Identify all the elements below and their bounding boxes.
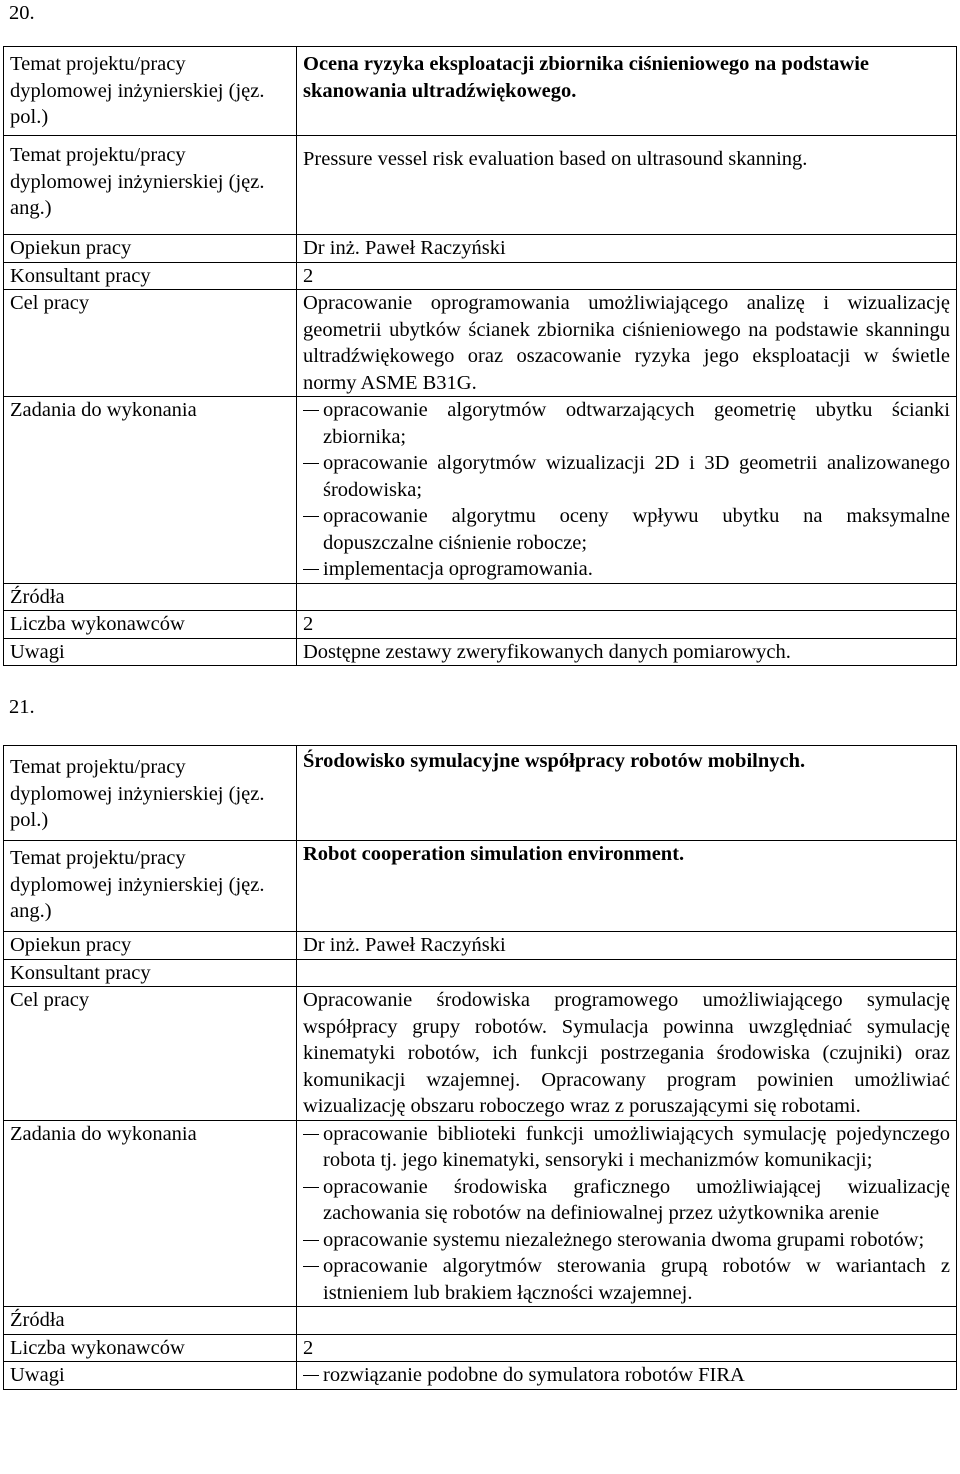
value-notes: Dostępne zestawy zweryfikowanych danych pomiarowych. bbox=[297, 638, 957, 666]
label-consultant: Konsultant pracy bbox=[4, 959, 297, 987]
value-title-en: Pressure vessel risk evaluation based on ultrasound skanning. bbox=[297, 136, 957, 235]
label-tasks: Zadania do wykonania bbox=[4, 397, 297, 584]
label-title-pl: Temat projektu/pracy dyplomowej inżynierskiej (jęz. pol.) bbox=[4, 746, 297, 841]
label-supervisor: Opiekun pracy bbox=[4, 235, 297, 263]
task-item: opracowanie algorytmów odtwarzających geometrię ubytku ścianki zbiornika; bbox=[311, 397, 950, 450]
notes-item: rozwiązanie podobne do symulatora robotów FIRA bbox=[311, 1362, 950, 1389]
value-title-pl: Środowisko symulacyjne współpracy robotów mobilnych. bbox=[297, 746, 957, 841]
row-consultant bbox=[4, 262, 957, 290]
value-consultant bbox=[297, 959, 957, 987]
row-title-pl bbox=[4, 47, 957, 136]
value-goal: Opracowanie oprogramowania umożliwiającego analizę i wizualizację geometrii ubytków ścianek zbiornika ciśnieniowego na podstawie skanningu ultradźwiękowego oraz oszacowanie ryzyka jego eksploatacji w świetle normy ASME B31G. bbox=[297, 290, 957, 397]
task-item: opracowanie biblioteki funkcji umożliwiających symulację pojedynczego robota tj. jego kinematyki, sensoryki i mechanizmów komunikacji; bbox=[311, 1121, 950, 1174]
value-supervisor: Dr inż. Paweł Raczyński bbox=[297, 932, 957, 960]
label-title-en: Temat projektu/pracy dyplomowej inżynierskiej (jęz. ang.) bbox=[4, 136, 297, 235]
row-goal bbox=[4, 290, 957, 397]
label-supervisor: Opiekun pracy bbox=[4, 932, 297, 960]
value-title-en: Robot cooperation simulation environment. bbox=[297, 841, 957, 932]
row-notes bbox=[4, 638, 957, 666]
task-list bbox=[311, 1121, 950, 1307]
row-supervisor bbox=[4, 932, 957, 960]
task-item: implementacja oprogramowania. bbox=[311, 556, 950, 583]
task-item: opracowanie środowiska graficznego umożliwiającej wizualizację zachowania się robotów na definiowalnej przez użytkownika arenie bbox=[311, 1174, 950, 1227]
label-title-en: Temat projektu/pracy dyplomowej inżynierskiej (jęz. ang.) bbox=[4, 841, 297, 932]
label-goal: Cel pracy bbox=[4, 290, 297, 397]
project-number: 21. bbox=[9, 696, 35, 718]
row-authors bbox=[4, 1334, 957, 1362]
row-notes bbox=[4, 1362, 957, 1390]
task-item: opracowanie systemu niezależnego sterowania dwoma grupami robotów; bbox=[311, 1227, 950, 1254]
row-tasks bbox=[4, 1120, 957, 1307]
row-authors bbox=[4, 611, 957, 639]
value-authors: 2 bbox=[297, 611, 957, 639]
label-notes: Uwagi bbox=[4, 1362, 297, 1390]
label-sources: Źródła bbox=[4, 583, 297, 611]
project-table bbox=[3, 745, 957, 1390]
task-item: opracowanie algorytmów wizualizacji 2D i 3D geometrii analizowanego środowiska; bbox=[311, 450, 950, 503]
label-notes: Uwagi bbox=[4, 638, 297, 666]
label-goal: Cel pracy bbox=[4, 987, 297, 1121]
task-item: opracowanie algorytmu oceny wpływu ubytku na maksymalne dopuszczalne ciśnienie robocze; bbox=[311, 503, 950, 556]
row-consultant bbox=[4, 959, 957, 987]
value-title-pl: Ocena ryzyka eksploatacji zbiornika ciśnieniowego na podstawie skanowania ultradźwiękowego. bbox=[297, 47, 957, 136]
value-sources bbox=[297, 1307, 957, 1335]
row-sources bbox=[4, 1307, 957, 1335]
value-goal: Opracowanie środowiska programowego umożliwiającego symulację współpracy grupy robotów. Symulacja powinna uwzględniać symulację kinematyki robotów, ich funkcji postrzegania środowiska (czujniki) oraz komunikacji wzajemnej. Opracowany program powinien umożliwiać wizualizację obszaru roboczego wraz z poruszającymi się robotami. bbox=[297, 987, 957, 1121]
task-item: opracowanie algorytmów sterowania grupą robotów w wariantach z istnieniem lub brakiem łączności wzajemnej. bbox=[311, 1253, 950, 1306]
value-supervisor: Dr inż. Paweł Raczyński bbox=[297, 235, 957, 263]
row-supervisor bbox=[4, 235, 957, 263]
label-tasks: Zadania do wykonania bbox=[4, 1120, 297, 1307]
label-title-pl: Temat projektu/pracy dyplomowej inżynierskiej (jęz. pol.) bbox=[4, 47, 297, 136]
row-title-en bbox=[4, 841, 957, 932]
label-sources: Źródła bbox=[4, 1307, 297, 1335]
project-table bbox=[3, 46, 957, 666]
label-authors: Liczba wykonawców bbox=[4, 1334, 297, 1362]
row-title-pl bbox=[4, 746, 957, 841]
task-list bbox=[311, 397, 950, 583]
value-authors: 2 bbox=[297, 1334, 957, 1362]
value-consultant: 2 bbox=[297, 262, 957, 290]
notes-list bbox=[311, 1362, 950, 1389]
label-authors: Liczba wykonawców bbox=[4, 611, 297, 639]
value-sources bbox=[297, 583, 957, 611]
row-title-en bbox=[4, 136, 957, 235]
label-consultant: Konsultant pracy bbox=[4, 262, 297, 290]
row-goal bbox=[4, 987, 957, 1121]
row-sources bbox=[4, 583, 957, 611]
row-tasks bbox=[4, 397, 957, 584]
project-number: 20. bbox=[9, 2, 35, 24]
